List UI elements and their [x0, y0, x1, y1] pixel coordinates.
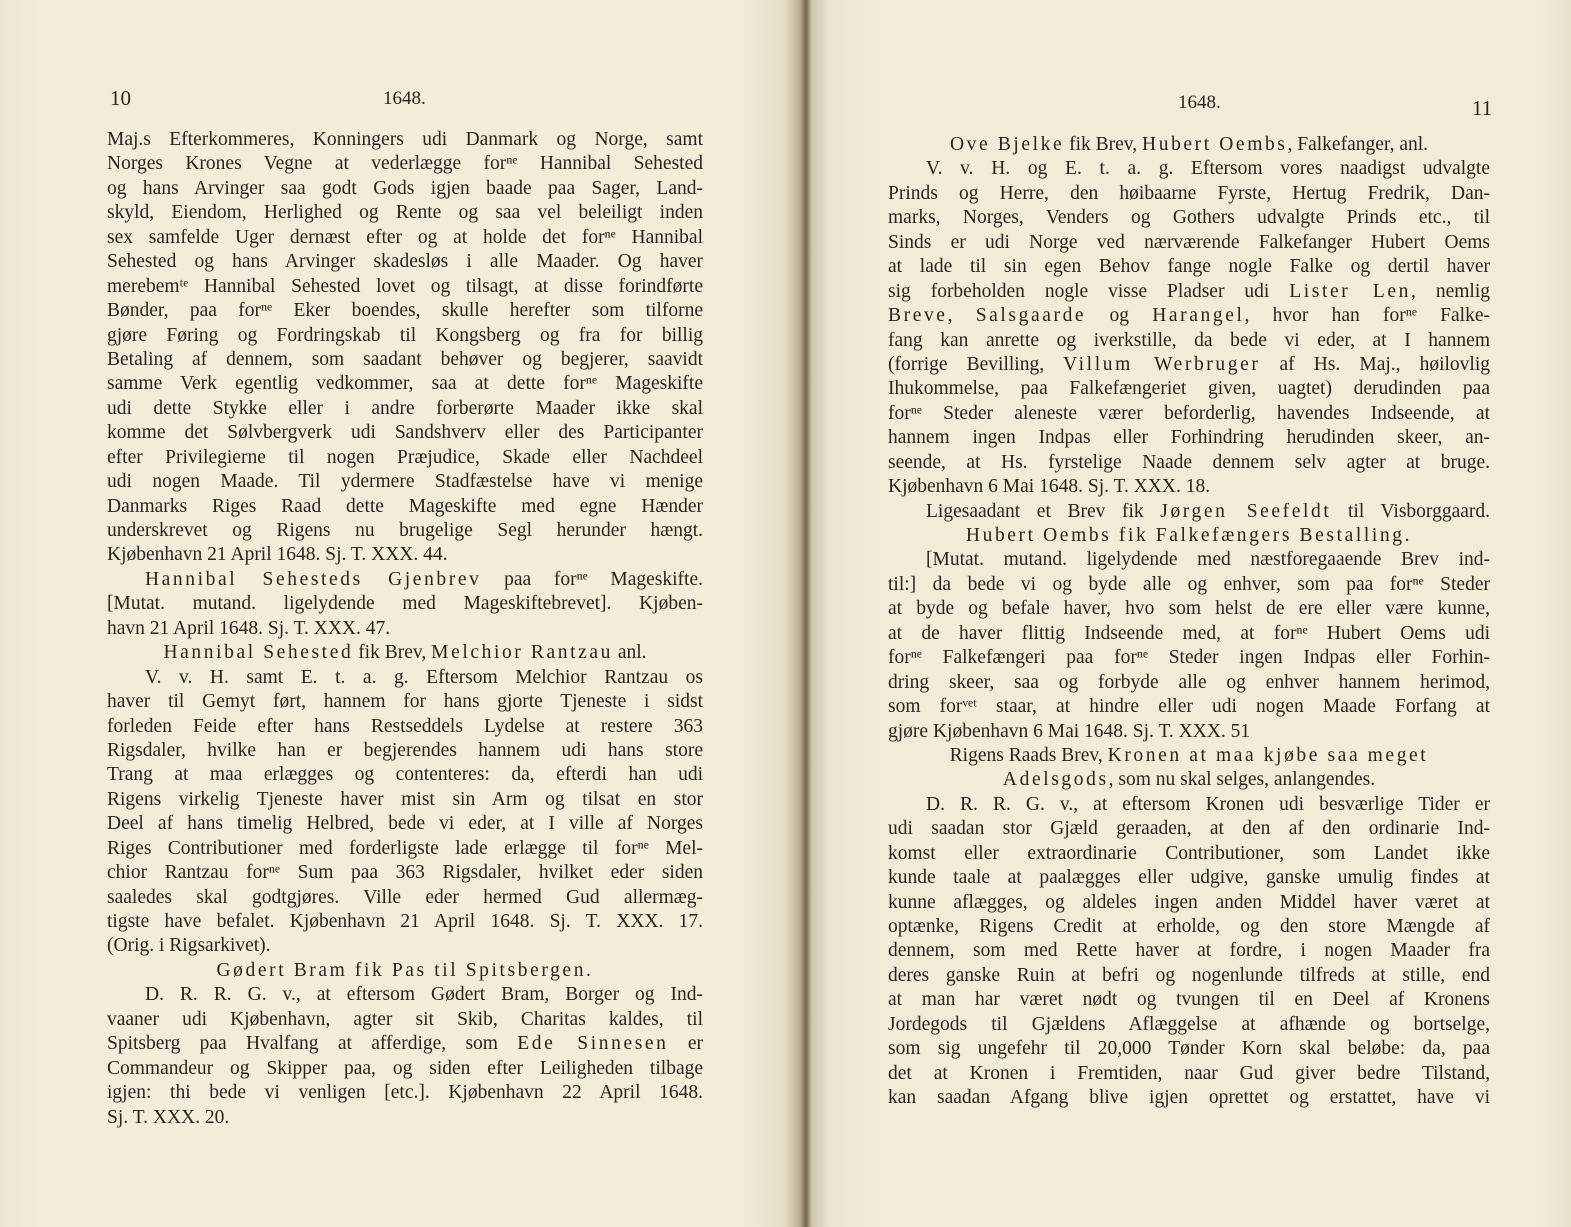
right-page [888, 0, 1493, 1227]
page-text [888, 133, 1490, 1111]
text-line: saaledes skal godtgjøres. Ville eder hermed Gud allermæg- [107, 886, 703, 908]
text-line: sex samfelde Uger dernæst efter og at holde det forⁿᵉ Hannibal [107, 226, 703, 248]
text-line: som sig ungefehr til 20,000 Tønder Korn skal beløbe: da, paa [888, 1038, 1490, 1060]
text-line: dring skeer, saa og forbyde alle og enhver hannem herimod, [888, 671, 1490, 693]
text-line: Sinds er udi Norge ved nærværende Falkefanger Hubert Oems [888, 231, 1490, 253]
text-line: D. R. R. G. v., at eftersom Kronen udi besværlige Tider er [926, 793, 1490, 815]
text-line: Trang at maa erlægges og contenteres: da, efterdi han udi [107, 764, 703, 786]
text-line: Jordegods til Gjældens Aflæggelse at afhænde og bortselge, [888, 1013, 1490, 1035]
text-line: Riges Contributioner med forderligste lade erlægge til forⁿᵉ Mel- [107, 837, 703, 859]
text-line: igjen: thi bede vi venligen [etc.]. Kjøbenhavn 22 April 1648. [107, 1082, 703, 1104]
text-line: at man har været nødt og tvungen til en Deel af Kronens [888, 989, 1490, 1011]
text-line: tigste have befalet. Kjøbenhavn 21 April 1648. Sj. T. XXX. 17. [107, 911, 703, 932]
text-line: Bønder, paa forⁿᵉ Eker boendes, skulle herefter som tilforne [107, 300, 703, 322]
section-heading: Gødert Bram fik Pas til Spitsbergen. [216, 959, 594, 981]
text-line: Sj. T. XXX. 20. [107, 1106, 230, 1128]
text-line: at byde og befale haver, hvo som helst de ere eller være kunne, [888, 598, 1490, 620]
running-head-year: 1648. [1178, 92, 1221, 113]
text-line: Kjøbenhavn 21 April 1648. Sj. T. XXX. 44. [107, 544, 448, 566]
text-line: Ligesaadant et Brev fik Jørgen Seefeldt til Visborggaard. [926, 500, 1491, 522]
text-line: udi saadan stor Gjæld geraaden, at den af den ordinarie Ind- [888, 818, 1490, 840]
section-heading: Hubert Oembs fik Falkefængers Bestalling. [965, 525, 1413, 546]
text-line: deres ganske Ruin at befri og nogenlunde tilfreds at stille, end [888, 964, 1490, 986]
text-line: Rigens virkelig Tjeneste haver mist sin Arm og tilsat en stor [107, 788, 703, 810]
text-line: V. v. H. og E. t. a. g. Eftersom vores naadigst udvalgte [926, 158, 1490, 180]
text-line: seende, at Hs. fyrstelige Naade dennem selv agter at bruge. [888, 451, 1490, 473]
text-line: underskrevet og Rigens nu brugelige Segl herunder hængt. [107, 520, 703, 541]
text-line: forⁿᵉ Steder aleneste værer beforderlig, havendes Indseende, at [888, 402, 1490, 424]
text-line: haver til Gemyt ført, hannem for hans gjorte Tjeneste i sidst [107, 691, 703, 713]
text-line: Danmarks Riges Raad dette Mageskifte med egne Hænder [107, 495, 703, 517]
text-line: udi dette Stykke eller i andre forberørte Maader ikke skal [107, 397, 703, 419]
text-line: at lade til sin egen Behov fange nogle Falke og dertil haver [888, 256, 1490, 278]
text-line: det at Kronen i Fremtiden, naar Gud giver bedre Tilstand, [888, 1062, 1490, 1084]
text-line: [Mutat. mutand. ligelydende med næstforegaaende Brev ind- [926, 549, 1490, 571]
section-heading: Adelsgods, som nu skal selges, anlangendes. [1002, 769, 1376, 791]
text-line: [Mutat. mutand. ligelydende med Mageskiftebrevet]. Kjøben- [107, 593, 703, 615]
text-line: fang kan anrette og iverkstille, da bede vi eder, at I hannem [888, 329, 1490, 351]
text-line: kunde taale at paalægges eller udgive, ganske umulig findes at [888, 867, 1490, 889]
text-line: Rigsdaler, hvilke han er begjerendes hannem udi hans store [107, 739, 703, 761]
text-line: (forrige Bevilling, Villum Werbruger af Hs. Maj., høilovlig [888, 353, 1491, 375]
page-text [107, 128, 703, 1130]
text-line: efter Privilegierne til nogen Præjudice, Skade eller Nachdeel [107, 446, 703, 468]
text-line: Spitsberg paa Hvalfang at afferdige, som Ede Sinnesen er [107, 1033, 703, 1055]
text-line: komme det Sølvbergverk udi Sandshverv eller des Participanter [107, 422, 703, 444]
text-line: komst eller extraordinarie Contributioner, som Landet ikke [888, 842, 1490, 864]
left-page [107, 0, 703, 1227]
text-line: kan saadan Afgang blive igjen oprettet og erstattet, have vi [888, 1087, 1490, 1109]
text-line: forleden Feide efter hans Restseddels Lydelse at restere 363 [107, 715, 703, 737]
text-line: marks, Norges, Venders og Gothers udvalgte Prinds etc., til [888, 207, 1490, 229]
text-line: som forᵛᵉᵗ staar, at hindre eller udi nogen Maade Forfang at [888, 696, 1490, 718]
text-line: merebemᵗᵉ Hannibal Sehested lovet og tilsagt, at disse forindførte [107, 275, 703, 297]
text-line: Maj.s Efterkommeres, Konningers udi Danmark og Norge, samt [107, 129, 703, 150]
running-head-year: 1648. [383, 88, 426, 109]
text-line: Sehested og hans Arvinger skadesløs i alle Maader. Og haver [107, 251, 703, 273]
text-line: Prinds og Herre, den høibaarne Fyrste, Hertug Fredrik, Dan- [888, 182, 1490, 204]
text-line: gjøre Føring og Fordringskab til Kongsberg og fra for billig [107, 324, 703, 346]
text-line: Deel af hans timelig Helbred, bede vi eder, at I ville af Norges [107, 813, 703, 835]
text-line: og hans Arvinger saa godt Gods igjen baade paa Sager, Land- [107, 177, 703, 199]
text-line: gjøre Kjøbenhavn 6 Mai 1648. Sj. T. XXX. 51 [888, 720, 1251, 742]
text-line: til:] da bede vi og byde alle og enhver, som paa forⁿᵉ Steder [888, 573, 1490, 595]
text-line: sig forbeholden nogle visse Pladser udi Lister Len, nemlig [888, 280, 1490, 302]
text-line: Ihukommelse, paa Falkefængeriet given, uagtet) derudinden paa [888, 378, 1490, 400]
text-line: Breve, Salsgaarde og Harangel, hvor han forⁿᵉ Falke- [888, 305, 1490, 327]
text-line: dennem, som med Rette haver at fordre, i nogen Maader fra [888, 940, 1490, 962]
text-line: (Orig. i Rigsarkivet). [107, 935, 271, 957]
text-line: kunne aflægges, og aldeles ingen anden Middel haver været at [888, 891, 1490, 913]
section-heading: Rigens Raads Brev, Kronen at maa kjøbe saa meget [949, 744, 1429, 766]
text-line: forⁿᵉ Falkefængeri paa forⁿᵉ Steder ingen Indpas eller Forhin- [888, 647, 1490, 669]
section-heading: Hannibal Sehested fik Brev, Melchior Rantzau anl. [163, 642, 647, 664]
text-line: chior Rantzau forⁿᵉ Sum paa 363 Rigsdaler, hvilket eder siden [107, 862, 703, 884]
text-line: hannem ingen Indpas eller Forhindring herudinden skeer, an- [888, 427, 1490, 449]
page-number: 10 [110, 86, 131, 110]
text-line: havn 21 April 1648. Sj. T. XXX. 47. [107, 617, 391, 639]
text-line: samme Verk egentlig vedkommer, saa at dette forⁿᵉ Mageskifte [107, 373, 703, 395]
text-line: V. v. H. samt E. t. a. g. Eftersom Melchior Rantzau os [145, 666, 703, 688]
text-line: optænke, Rigens Credit at erholde, og den store Mængde af [888, 916, 1490, 937]
text-line: Commandeur og Skipper paa, og siden efter Leiligheden tilbage [107, 1057, 703, 1079]
text-line: D. R. R. G. v., at eftersom Gødert Bram, Borger og Ind- [145, 984, 703, 1006]
section-heading: Ove Bjelke fik Brev, Hubert Oembs, Falkefanger, anl. [949, 134, 1429, 155]
text-line: udi nogen Maade. Til ydermere Stadfæstelse have vi menige [107, 471, 703, 493]
text-line: Kjøbenhavn 6 Mai 1648. Sj. T. XXX. 18. [888, 476, 1211, 498]
text-line: Norges Krones Vegne at vederlægge forⁿᵉ Hannibal Sehested [107, 153, 703, 175]
text-line: Hannibal Sehesteds Gjenbrev paa forⁿᵉ Mageskifte. [145, 568, 703, 590]
page-number: 11 [1472, 96, 1493, 120]
text-line: Betaling af dennem, som saadant behøver og begjerer, saavidt [107, 348, 703, 370]
text-line: skyld, Eiendom, Herlighed og Rente og saa vel beleiligt inden [107, 202, 703, 224]
text-line: vaaner udi Kjøbenhavn, agter sit Skib, Charitas kaldes, til [107, 1008, 703, 1030]
text-line: at de haver flittig Indseende med, at forⁿᵉ Hubert Oems udi [888, 622, 1490, 644]
